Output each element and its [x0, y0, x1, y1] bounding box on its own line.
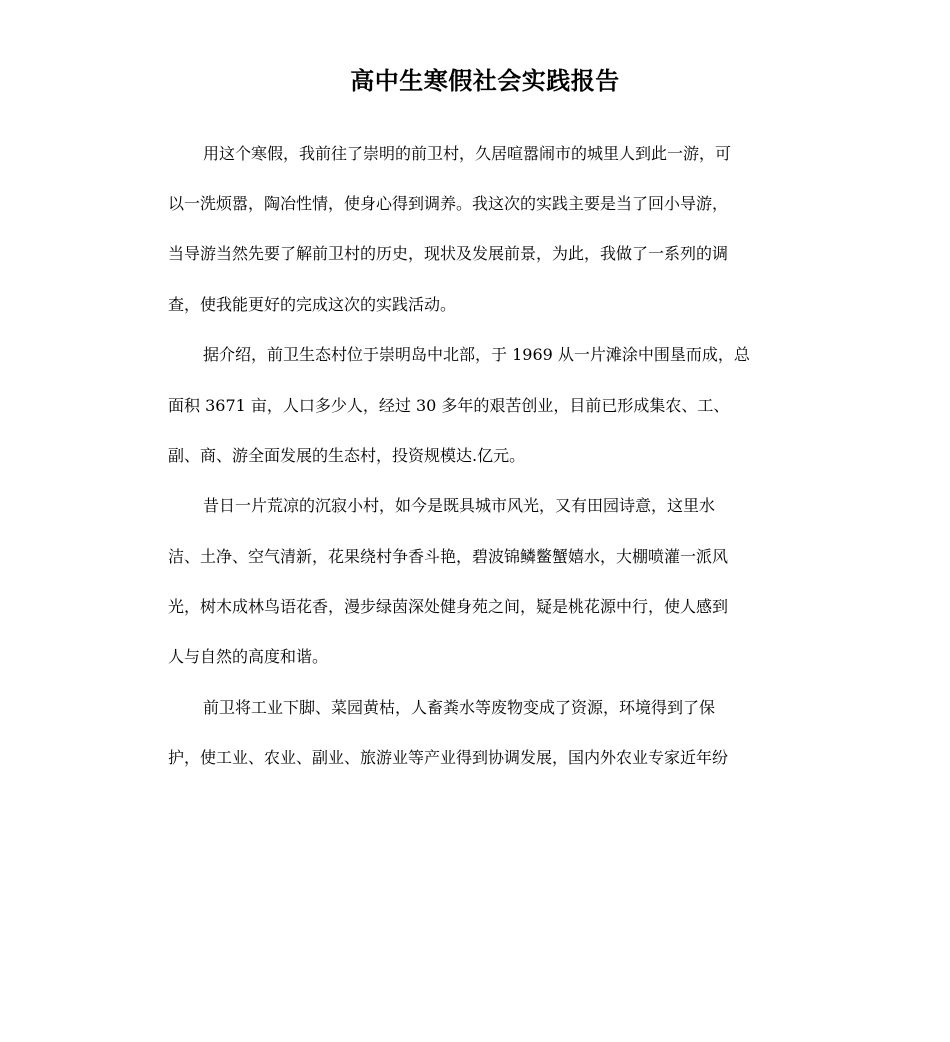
text-line: 光，树木成林鸟语花香，漫步绿茵深处健身苑之间，疑是桃花源中行，使人感到	[168, 597, 729, 616]
document-title: 高中生寒假社会实践报告	[350, 67, 620, 95]
text-line: 当导游当然先要了解前卫村的历史，现状及发展前景，为此，我做了一系列的调	[168, 244, 729, 263]
text-line: 洁、土净、空气清新，花果绕村争香斗艳，碧波锦鳞鳖蟹嬉水，大棚喷灌一派风	[168, 547, 729, 566]
text-line: 前卫将工业下脚、菜园黄枯，人畜粪水等废物变成了资源，环境得到了保	[203, 698, 716, 717]
text-line: 据介绍，前卫生态村位于崇明岛中北部，于 1969 从一片滩涂中围垦而成，总	[203, 345, 750, 364]
text-line: 用这个寒假，我前往了崇明的前卫村，久居喧嚣闹市的城里人到此一游，可	[203, 144, 732, 163]
text-line: 昔日一片荒凉的沉寂小村，如今是既具城市风光，又有田园诗意，这里水	[203, 496, 716, 515]
text-line: 副、商、游全面发展的生态村，投资规模达.亿元。	[168, 446, 526, 465]
text-line: 人与自然的高度和谐。	[168, 647, 329, 666]
text-line: 以一洗烦嚣，陶冶性情，使身心得到调养。我这次的实践主要是当了回小导游，	[168, 194, 729, 213]
text-line: 面积 3671 亩，人口多少人，经过 30 多年的艰苦创业，目前已形成集农、工、	[168, 396, 730, 415]
text-line: 查，使我能更好的完成这次的实践活动。	[168, 295, 457, 314]
text-line: 护，使工业、农业、副业、旅游业等产业得到协调发展，国内外农业专家近年纷	[168, 748, 729, 767]
